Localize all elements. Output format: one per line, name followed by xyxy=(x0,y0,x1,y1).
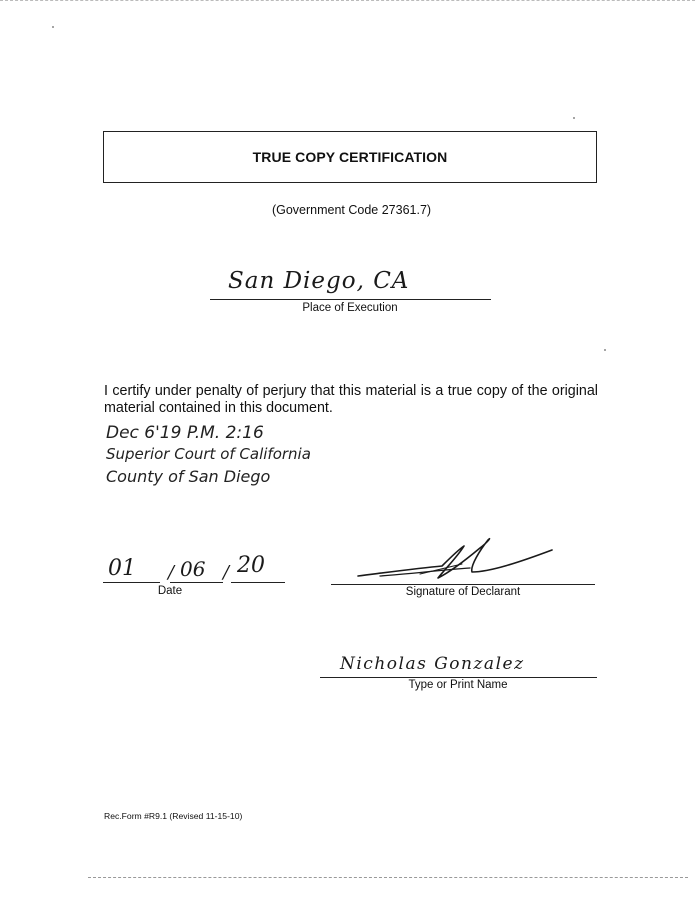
certification-statement: I certify under penalty of perjury that this material is a true copy of the original material contained in this document. xyxy=(104,383,598,416)
place-of-execution-value: San Diego, CA xyxy=(228,268,410,294)
date-separator-2: / xyxy=(223,562,230,583)
date-label: Date xyxy=(157,585,183,597)
scan-bottom-edge xyxy=(88,877,688,879)
date-month: 01 xyxy=(108,556,136,581)
scan-speck xyxy=(573,117,575,119)
declarant-signature xyxy=(350,528,560,588)
date-line-day xyxy=(170,582,223,583)
annotation-line-1: Dec 6'19 P.M. 2:16 xyxy=(106,423,264,443)
date-line-month xyxy=(103,582,160,583)
annotation-line-2: Superior Court of California xyxy=(106,445,311,463)
title-box xyxy=(103,131,597,183)
signature-line xyxy=(331,584,595,585)
place-of-execution-line xyxy=(210,299,491,300)
date-day: 06 xyxy=(180,557,206,581)
scan-speck xyxy=(604,349,606,351)
scan-speck xyxy=(52,26,54,28)
annotation-line-3: County of San Diego xyxy=(106,467,271,486)
printed-name-line xyxy=(320,677,597,678)
government-code: (Government Code 27361.7) xyxy=(271,203,432,217)
form-id: Rec.Form #R9.1 (Revised 11-15-10) xyxy=(104,811,243,821)
document-title: TRUE COPY CERTIFICATION xyxy=(252,149,448,165)
date-line-year xyxy=(231,582,285,583)
printed-name-label: Type or Print Name xyxy=(408,679,508,691)
date-year: 20 xyxy=(237,553,265,578)
signature-label: Signature of Declarant xyxy=(405,586,521,598)
date-separator-1: / xyxy=(168,562,175,583)
printed-name-value: Nicholas Gonzalez xyxy=(340,654,525,674)
scan-top-edge xyxy=(0,0,695,3)
place-of-execution-label: Place of Execution xyxy=(302,302,398,314)
